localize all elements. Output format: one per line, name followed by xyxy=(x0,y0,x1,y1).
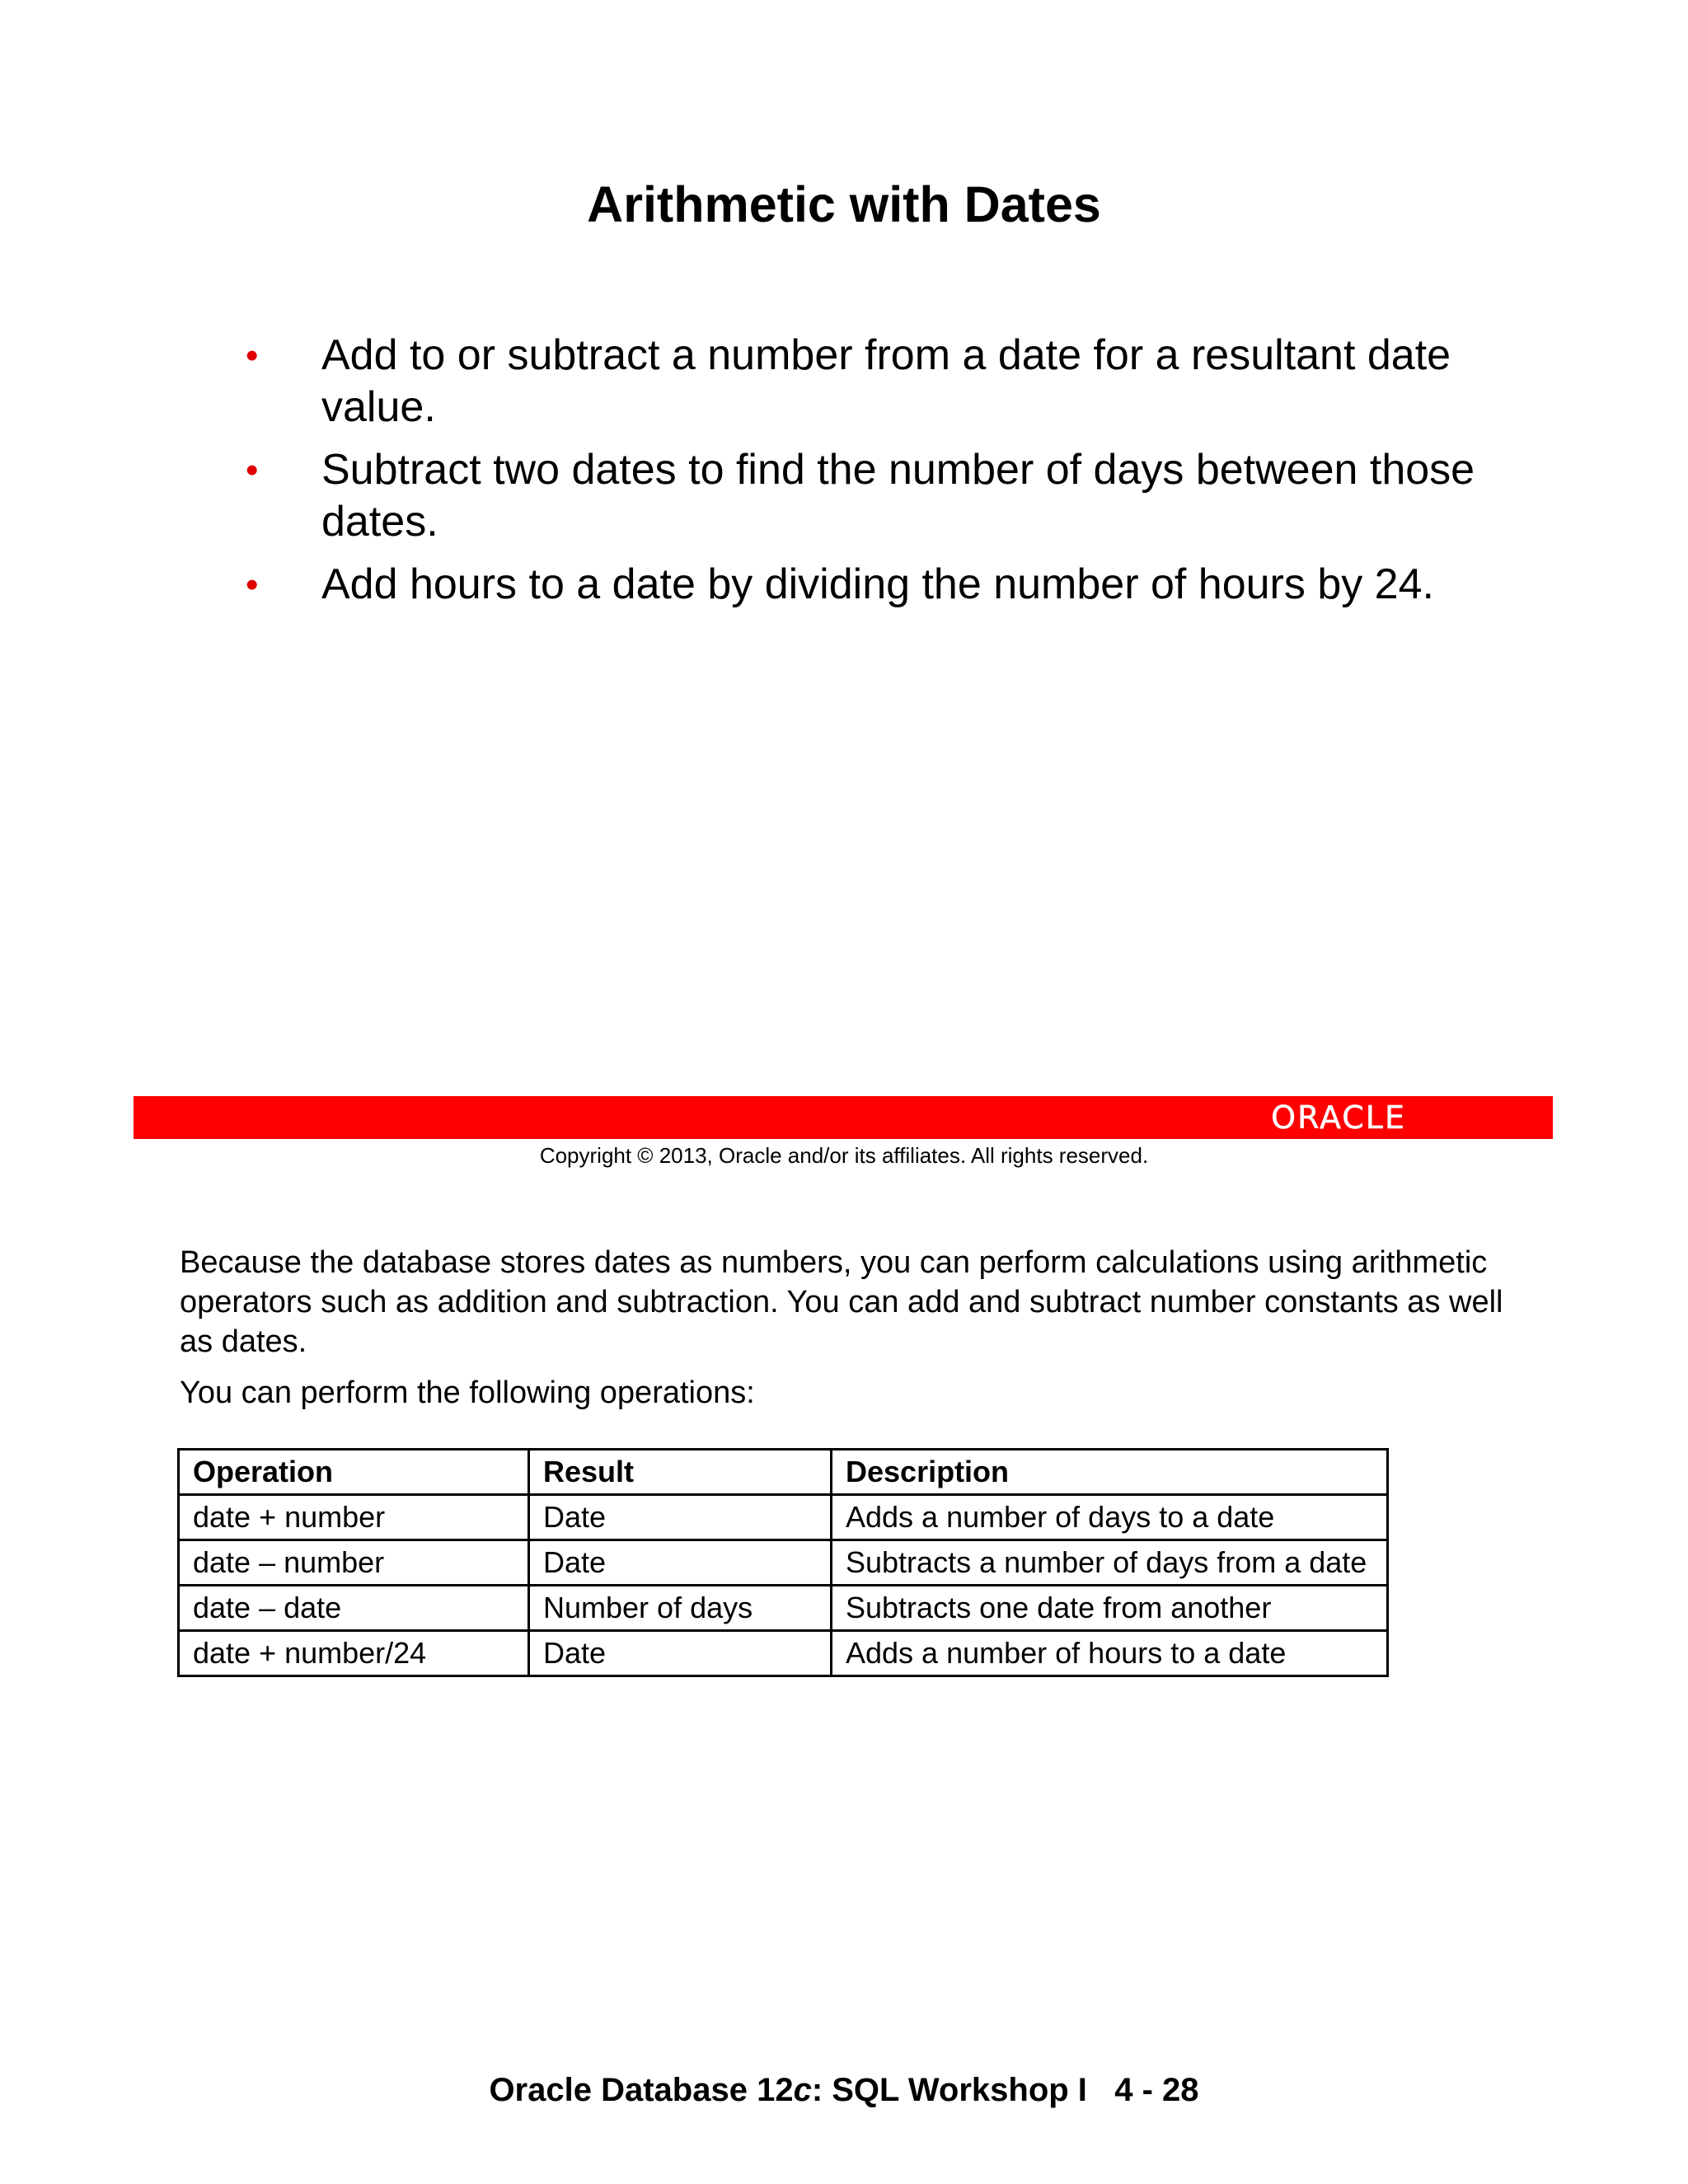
cell-description: Subtracts one date from another xyxy=(832,1586,1388,1631)
cell-result: Date xyxy=(529,1540,832,1586)
bullet-text: Subtract two dates to find the number of days between those dates. xyxy=(321,446,1475,546)
table-row xyxy=(179,1586,1388,1631)
cell-description: Subtracts a number of days from a date xyxy=(832,1540,1388,1586)
bullet-dot-icon: • xyxy=(246,450,259,490)
header-result: Result xyxy=(529,1450,832,1495)
cell-operation: date + number xyxy=(179,1495,529,1540)
notes-paragraph: Because the database stores dates as numbers, you can perform calculations using arithmetic operators such as addition and subtraction. You can add and subtract number constants as well as dates. xyxy=(180,1245,1503,1359)
bullet-item xyxy=(231,330,1484,434)
bullet-dot-icon: • xyxy=(246,565,259,605)
page-footer xyxy=(0,2072,1688,2109)
table-row xyxy=(179,1631,1388,1676)
bullet-dot-icon: • xyxy=(246,335,259,376)
footer-suffix: : SQL Workshop I 4 - 28 xyxy=(811,2072,1199,2108)
cell-operation: date – date xyxy=(179,1586,529,1631)
bullet-text: Add to or subtract a number from a date for a resultant date value. xyxy=(321,331,1451,431)
notes-paragraph: You can perform the following operations: xyxy=(180,1376,755,1410)
copyright-notice: Copyright © 2013, Oracle and/or its affiliates. All rights reserved. xyxy=(539,1143,1149,1168)
cell-result: Date xyxy=(529,1495,832,1540)
oracle-logo: ORACLE xyxy=(1271,1099,1406,1136)
oracle-red-bar xyxy=(134,1096,1553,1139)
cell-description: Adds a number of days to a date xyxy=(832,1495,1388,1540)
cell-description: Adds a number of hours to a date xyxy=(832,1631,1388,1676)
bullet-item xyxy=(231,444,1484,548)
slide-title: Arithmetic with Dates xyxy=(587,176,1101,232)
footer-italic: c xyxy=(793,2072,812,2108)
slide-bullet-list xyxy=(231,330,1484,621)
cell-operation: date + number/24 xyxy=(179,1631,529,1676)
table-row xyxy=(179,1540,1388,1586)
table-row xyxy=(179,1495,1388,1540)
table-header-row xyxy=(179,1450,1388,1495)
cell-result: Date xyxy=(529,1631,832,1676)
bullet-item xyxy=(231,559,1484,611)
cell-operation: date – number xyxy=(179,1540,529,1586)
footer-prefix: Oracle Database 12 xyxy=(489,2072,794,2108)
cell-result: Number of days xyxy=(529,1586,832,1631)
date-operations-table xyxy=(177,1448,1389,1677)
notes-section xyxy=(180,1243,1531,1424)
bullet-text: Add hours to a date by dividing the number of hours by 24. xyxy=(321,560,1434,608)
header-operation: Operation xyxy=(179,1450,529,1495)
header-description: Description xyxy=(832,1450,1388,1495)
